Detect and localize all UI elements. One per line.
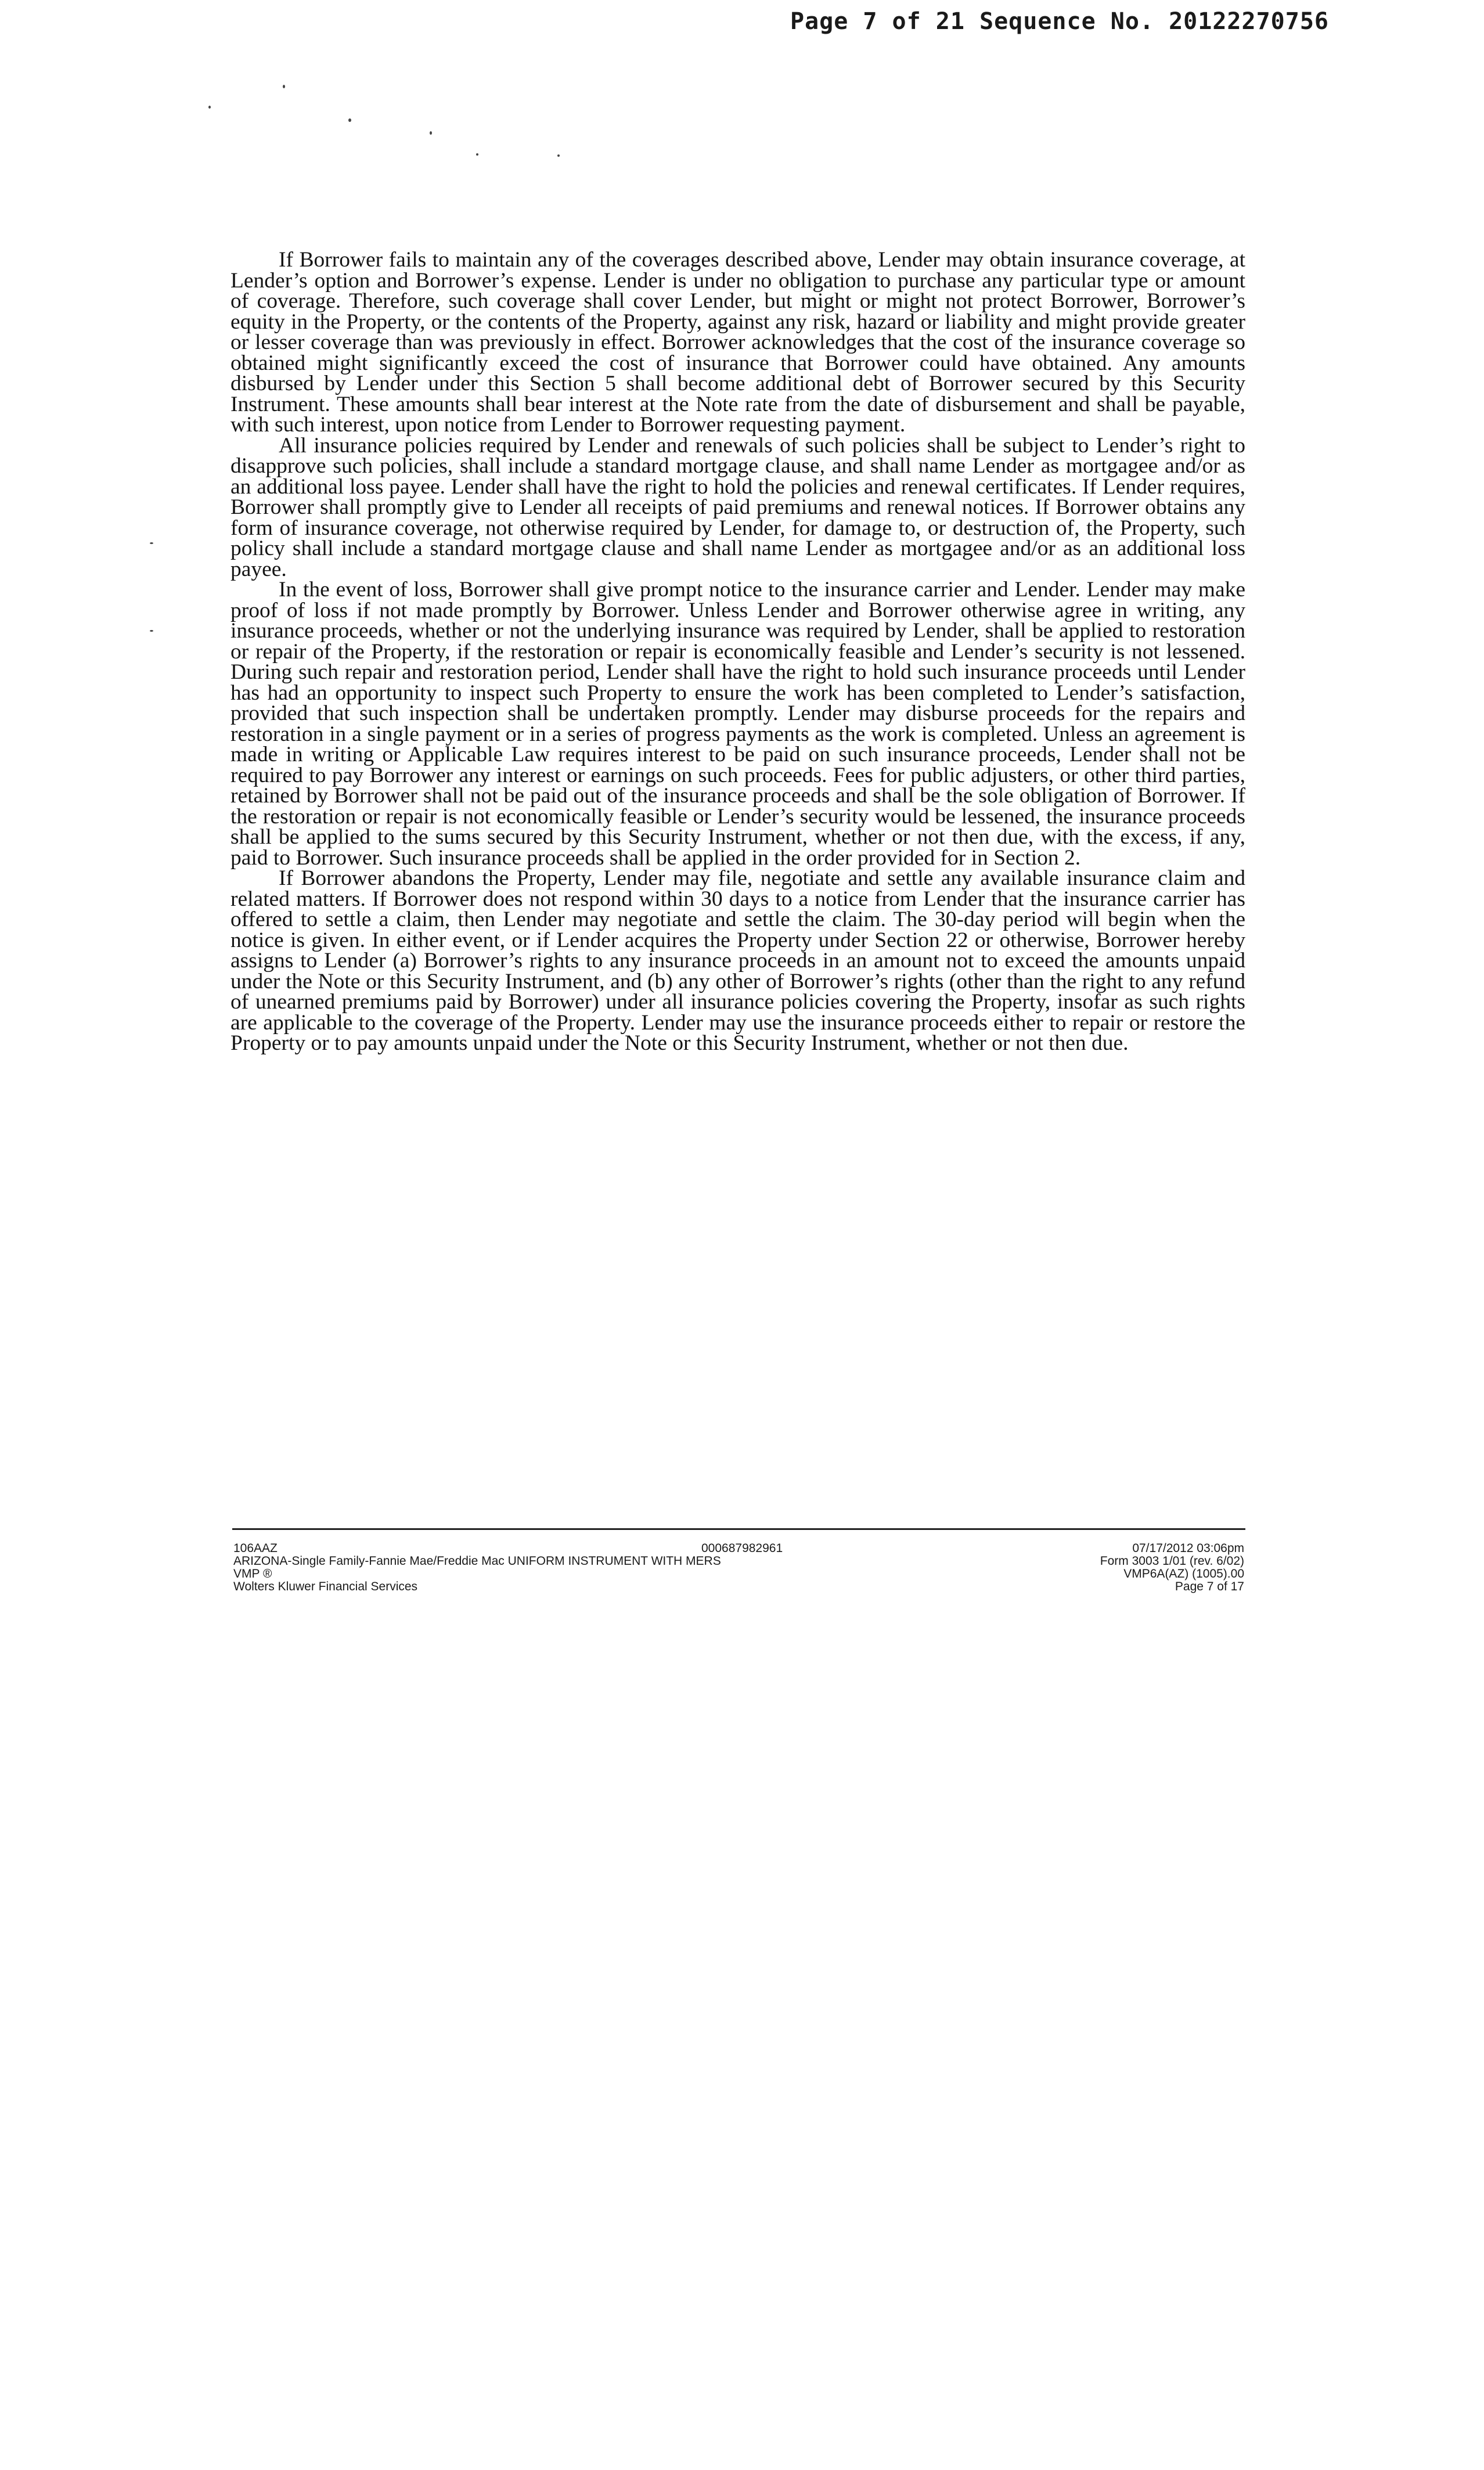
scan-speck xyxy=(150,630,153,632)
footer-form-number: Form 3003 1/01 (rev. 6/02) xyxy=(1100,1554,1244,1568)
footer-datetime: 07/17/2012 03:06pm xyxy=(1132,1542,1244,1555)
footer-divider xyxy=(232,1528,1245,1530)
footer-loan-number: 000687982961 xyxy=(701,1542,783,1555)
page-sequence-header: Page 7 of 21 Sequence No. 20122270756 xyxy=(790,8,1329,35)
footer-row-3 xyxy=(233,1568,1244,1580)
footer-publisher: Wolters Kluwer Financial Services xyxy=(233,1580,418,1593)
scan-speck xyxy=(150,542,153,544)
footer-instrument-title: ARIZONA-Single Family-Fannie Mae/Freddie Mac UNIFORM INSTRUMENT WITH MERS xyxy=(233,1554,721,1568)
footer-vendor: VMP ® xyxy=(233,1567,272,1580)
paragraph-abandoned-property: If Borrower abandons the Property, Lender may file, negotiate and settle any available insurance claim and related matters. If Borrower does not respond within 30 days to a notice from Lender that the insurance carrier has offered to settle a claim, then Lender may negotiate and settle the claim. The 30-day period will begin when the notice is given. In either event, or if Lender acquires the Property under Section 22 or otherwise, Borrower hereby assigns to Lender (a) Borrower’s rights to any insurance proceeds in an amount not to exceed the amounts unpaid under the Note or this Security Instrument, and (b) any other of Borrower’s rights (other than the right to any refund of unearned premiums paid by Borrower) under all insurance policies covering the Property, insofar as such rights are applicable to the coverage of the Property. Lender may use the insurance proceeds either to repair or restore the Property or to pay amounts unpaid under the Note or this Security Instrument, whether or not then due. xyxy=(230,866,1245,1055)
document-footer xyxy=(233,1542,1244,1593)
footer-row-4 xyxy=(233,1580,1244,1593)
scan-speck xyxy=(208,106,211,109)
scan-speck xyxy=(283,85,285,88)
scan-speck xyxy=(430,131,432,135)
scan-speck xyxy=(476,153,478,156)
paragraph-insurance-policies: All insurance policies required by Lender and renewals of such policies shall be subject to Lender’s right to disapprove such policies, shall include a standard mortgage clause, and shall name Lender as mortgagee and/or as an additional loss payee. Lender shall have the right to hold the policies and renewal certificates. If Lender requires, Borrower shall promptly give to Lender all receipts of paid premiums and renewal notices. If Borrower obtains any form of insurance coverage, not otherwise required by Lender, for damage to, or destruction of, the Property, such policy shall include a standard mortgage clause and shall name Lender as mortgagee and/or as an additional loss payee. xyxy=(230,433,1245,581)
footer-row-2 xyxy=(233,1555,1244,1568)
footer-row-1 xyxy=(233,1542,1244,1555)
document-body xyxy=(230,250,1245,1054)
footer-form-code: 106AAZ xyxy=(233,1542,278,1555)
scan-speck xyxy=(348,118,351,122)
paragraph-lender-obtained-coverage: If Borrower fails to maintain any of the coverages described above, Lender may obtain insurance coverage, at Lender’s option and Borrower’s expense. Lender is under no obligation to purchase any particular type or amount of coverage. Therefore, such coverage shall cover Lender, but might or might not protect Borrower, Borrower’s equity in the Property, or the contents of the Property, against any risk, hazard or liability and might provide greater or lesser coverage than was previously in effect. Borrower acknowledges that the cost of the insurance coverage so obtained might significantly exceed the cost of insurance that Borrower could have obtained. Any amounts disbursed by Lender under this Section 5 shall become additional debt of Borrower secured by this Security Instrument. These amounts shall bear interest at the Note rate from the date of disbursement and shall be payable, with such interest, upon notice from Lender to Borrower requesting payment. xyxy=(230,248,1245,437)
footer-page-of: Page 7 of 17 xyxy=(1175,1580,1244,1593)
scan-speck xyxy=(557,154,560,157)
paragraph-event-of-loss: In the event of loss, Borrower shall give prompt notice to the insurance carrier and Lender. Lender may make proof of loss if not made promptly by Borrower. Unless Lender and Borrower otherwise agree in writing, any insurance proceeds, whether or not the underlying insurance was required by Lender, shall be applied to restoration or repair of the Property, if the restoration or repair is economically feasible and Lender’s security is not lessened. During such repair and restoration period, Lender shall have the right to hold such insurance proceeds until Lender has had an opportunity to inspect such Property to ensure the work has been completed to Lender’s satisfaction, provided that such inspection shall be undertaken promptly. Lender may disburse proceeds for the repairs and restoration in a single payment or in a series of progress payments as the work is completed. Unless an agreement is made in writing or Applicable Law requires interest to be paid on such insurance proceeds, Lender shall not be required to pay Borrower any interest or earnings on such proceeds. Fees for public adjusters, or other third parties, retained by Borrower shall not be paid out of the insurance proceeds and shall be the sole obligation of Borrower. If the restoration or repair is not economically feasible or Lender’s security would be lessened, the insurance proceeds shall be applied to the sums secured by this Security Instrument, whether or not then due, with the excess, if any, paid to Borrower. Such insurance proceeds shall be applied in the order provided for in Section 2. xyxy=(230,578,1245,870)
footer-vmp-code: VMP6A(AZ) (1005).00 xyxy=(1123,1567,1244,1580)
